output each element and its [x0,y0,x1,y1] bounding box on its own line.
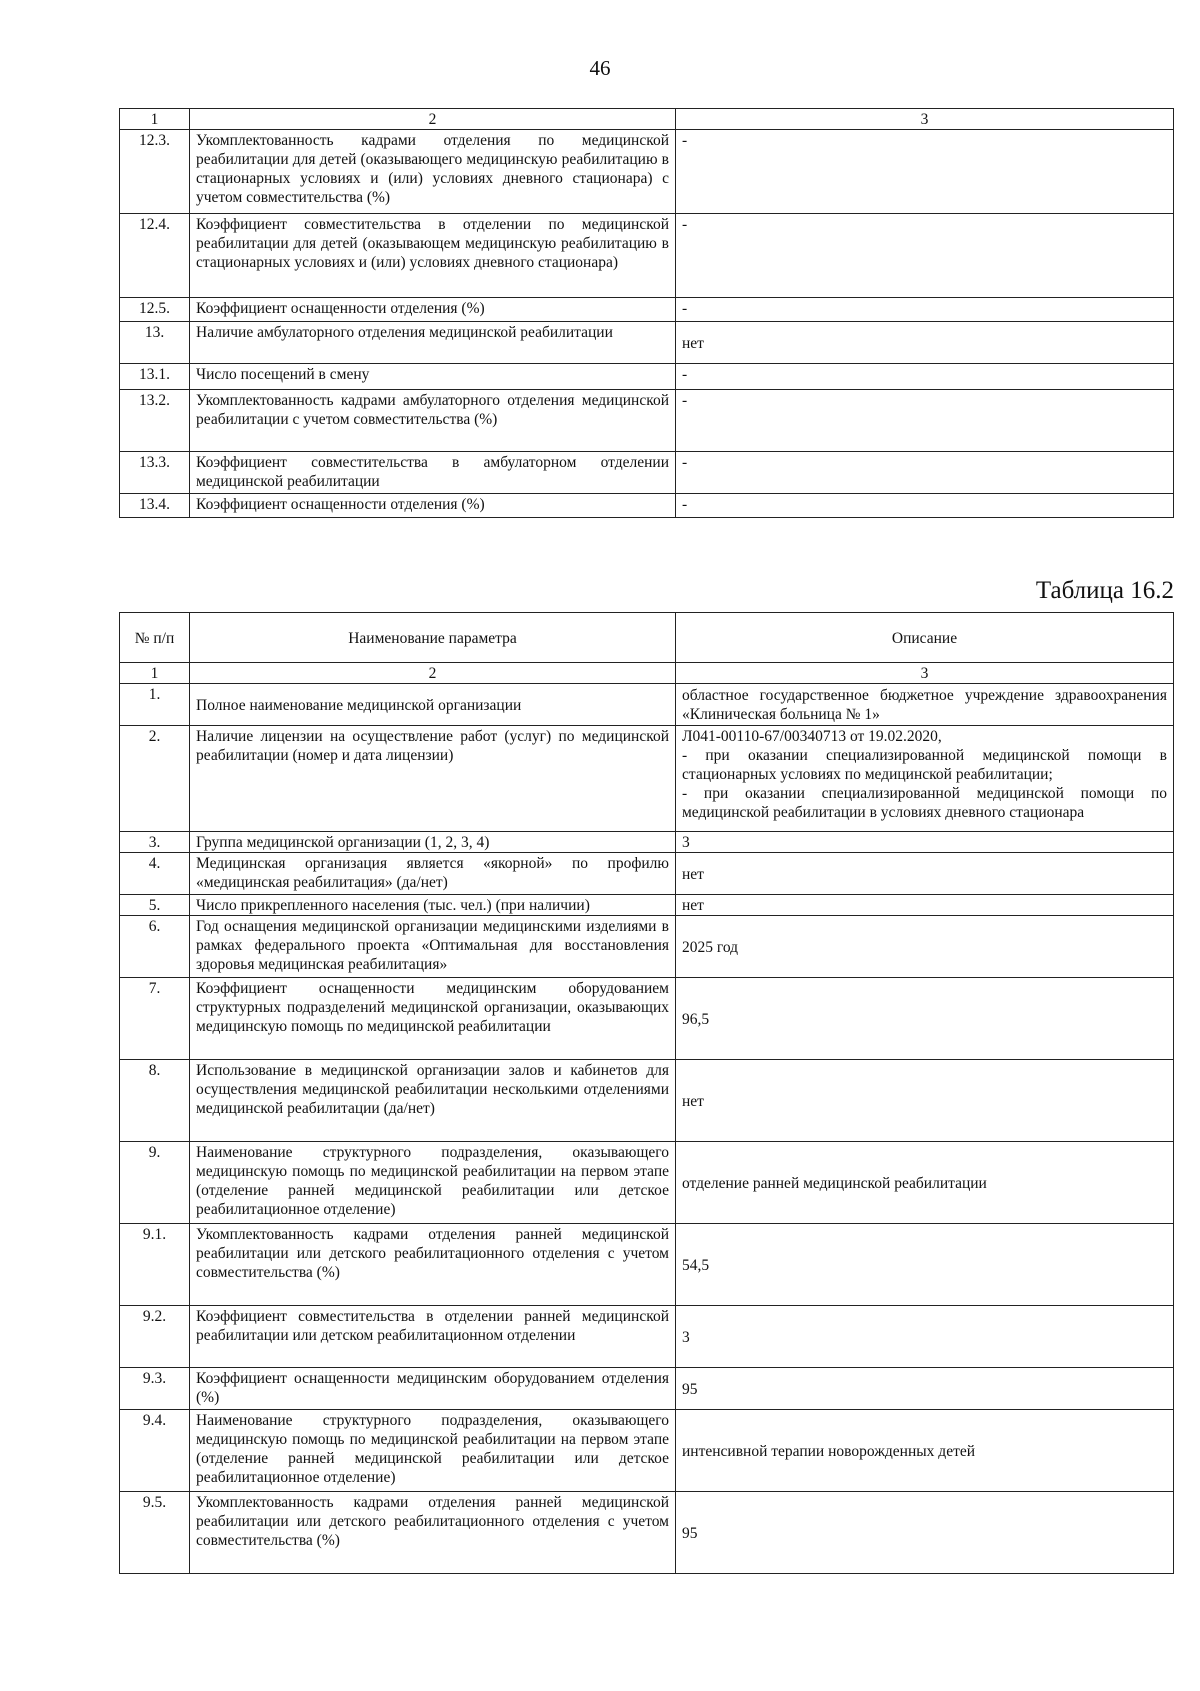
row-number: 13.3. [120,452,190,494]
row-parameter: Коэффициент оснащенности отделения (%) [190,298,676,322]
description-line: нет [682,865,704,883]
column-number-cell: 1 [120,109,190,130]
row-number: 13.1. [120,364,190,390]
row-description: - [676,298,1174,322]
row-description: - [676,214,1174,298]
row-number: 2. [120,726,190,832]
row-number: 3. [120,832,190,853]
row-description [676,853,1174,895]
row-parameter: Полное наименование медицинской организации [190,684,676,726]
row-parameter: Наименование структурного подразделения, оказывающего медицинскую помощь по медицинской реабилитации на первом этапе (отделение ранней медицинской реабилитации или детское реабилитационное отделение) [190,1142,676,1224]
description-line: 95 [682,1380,698,1398]
table-row [120,390,1174,452]
table-row [120,1410,1174,1492]
row-number: 12.5. [120,298,190,322]
column-number-cell: 1 [120,663,190,684]
row-number: 1. [120,684,190,726]
row-number: 9.5. [120,1492,190,1574]
row-parameter: Коэффициент оснащенности отделения (%) [190,494,676,518]
table-row [120,1492,1174,1574]
row-description [676,1224,1174,1306]
table-column-numbers [120,109,1174,130]
description-line: областное государственное бюджетное учреждение здравоохранения «Клиническая больница № 1» [682,687,1167,723]
table-row [120,298,1174,322]
description-line: - при оказании специализированной медицинской помощи по медицинской реабилитации в условиях дневного стационара [682,785,1167,821]
row-description: нет [676,322,1174,364]
row-description [676,1492,1174,1574]
row-number: 9.2. [120,1306,190,1368]
row-description [676,1306,1174,1368]
row-parameter: Наличие амбулаторного отделения медицинской реабилитации [190,322,676,364]
row-description [676,1368,1174,1410]
row-parameter: Число прикрепленного населения (тыс. чел.) (при наличии) [190,895,676,916]
header-number: № п/п [120,613,190,663]
row-number: 13.4. [120,494,190,518]
description-line: - при оказании специализированной медицинской помощи в стационарных условиях по медицинской реабилитации; [682,747,1167,783]
row-description [676,1142,1174,1224]
table-row [120,322,1174,364]
column-number-cell: 3 [676,109,1174,130]
row-parameter: Укомплектованность кадрами отделения по медицинской реабилитации для детей (оказывающего медицинскую реабилитацию в стационарных условиях и (или) условиях дневного стационара) с учетом совместительства (%) [190,130,676,214]
row-parameter: Коэффициент оснащенности медицинским оборудованием структурных подразделений медицинской организации, оказывающих медицинскую помощь по медицинской реабилитации [190,978,676,1060]
row-parameter: Использование в медицинской организации залов и кабинетов для осуществления медицинской реабилитации несколькими отделениями медицинской реабилитации (да/нет) [190,1060,676,1142]
row-parameter: Число посещений в смену [190,364,676,390]
column-number-cell: 2 [190,663,676,684]
row-parameter: Медицинская организация является «якорной» по профилю «медицинская реабилитация» (да/нет) [190,853,676,895]
row-description [676,726,1174,832]
page-number: 46 [589,56,611,80]
table-row [120,1224,1174,1306]
row-parameter: Укомплектованность кадрами отделения ранней медицинской реабилитации или детского реабилитационного отделения с учетом совместительства (%) [190,1224,676,1306]
table-continuation [119,108,1174,518]
description-line: 3 [682,834,690,851]
table-row [120,214,1174,298]
table-header-row [120,613,1174,663]
description-line: 2025 год [682,938,739,956]
row-parameter: Наличие лицензии на осуществление работ (услуг) по медицинской реабилитации (номер и дата лицензии) [190,726,676,832]
row-parameter: Укомплектованность кадрами амбулаторного отделения медицинской реабилитации с учетом совместительства (%) [190,390,676,452]
description-line: интенсивной терапии новорожденных детей [682,1442,976,1460]
row-parameter: Коэффициент оснащенности медицинским оборудованием отделения (%) [190,1368,676,1410]
table-row [120,364,1174,390]
row-description [676,895,1174,916]
table-column-numbers [120,663,1174,684]
description-line: отделение ранней медицинской реабилитации [682,1174,987,1192]
row-description [676,978,1174,1060]
row-parameter: Коэффициент совместительства в отделении по медицинской реабилитации для детей (оказывающем медицинскую реабилитацию в стационарных условиях и (или) условиях дневного стационара) [190,214,676,298]
row-description: - [676,130,1174,214]
table-row [120,1142,1174,1224]
row-parameter: Коэффициент совместительства в отделении ранней медицинской реабилитации или детском реабилитационном отделении [190,1306,676,1368]
row-number: 9.3. [120,1368,190,1410]
row-description [676,916,1174,978]
row-number: 12.4. [120,214,190,298]
header-description: Описание [676,613,1174,663]
row-parameter: Укомплектованность кадрами отделения ранней медицинской реабилитации или детского реабилитационного отделения с учетом совместительства (%) [190,1492,676,1574]
row-number: 7. [120,978,190,1060]
row-number: 13. [120,322,190,364]
row-parameter: Группа медицинской организации (1, 2, 3, 4) [190,832,676,853]
table-row [120,916,1174,978]
table-row [120,978,1174,1060]
row-description: - [676,452,1174,494]
description-line: Л041-00110-67/00340713 от 19.02.2020, [682,728,942,745]
table-row [120,895,1174,916]
row-parameter: Коэффициент совместительства в амбулаторном отделении медицинской реабилитации [190,452,676,494]
row-parameter: Год оснащения медицинской организации медицинскими изделиями в рамках федерального проекта «Оптимальная для восстановления здоровья медицинская реабилитация» [190,916,676,978]
row-number: 13.2. [120,390,190,452]
row-number: 9.1. [120,1224,190,1306]
row-number: 9. [120,1142,190,1224]
row-number: 4. [120,853,190,895]
table-row [120,832,1174,853]
table-row [120,1368,1174,1410]
row-number: 5. [120,895,190,916]
description-line: нет [682,897,704,914]
table-row [120,726,1174,832]
row-description [676,1410,1174,1492]
description-line: 95 [682,1524,698,1542]
row-description [676,1060,1174,1142]
table-row [120,494,1174,518]
table-row [120,452,1174,494]
table-row [120,853,1174,895]
row-number: 6. [120,916,190,978]
row-description: - [676,494,1174,518]
row-description [676,832,1174,853]
table-row [120,130,1174,214]
description-line: 3 [682,1328,690,1346]
row-parameter: Наименование структурного подразделения, оказывающего медицинскую помощь по медицинской реабилитации на первом этапе (отделение ранней медицинской реабилитации или детское реабилитационное отделение) [190,1410,676,1492]
parameters-table [119,612,1174,1574]
row-description: - [676,390,1174,452]
table-row [120,1306,1174,1368]
header-parameter: Наименование параметра [190,613,676,663]
table-caption: Таблица 16.2 [1035,577,1174,604]
row-number: 12.3. [120,130,190,214]
description-line: 54,5 [682,1256,710,1274]
description-line: нет [682,1092,704,1110]
column-number-cell: 2 [190,109,676,130]
table-row [120,1060,1174,1142]
row-description [676,684,1174,726]
row-number: 9.4. [120,1410,190,1492]
table-row [120,684,1174,726]
column-number-cell: 3 [676,663,1174,684]
row-number: 8. [120,1060,190,1142]
description-line: 96,5 [682,1010,710,1028]
row-description: - [676,364,1174,390]
